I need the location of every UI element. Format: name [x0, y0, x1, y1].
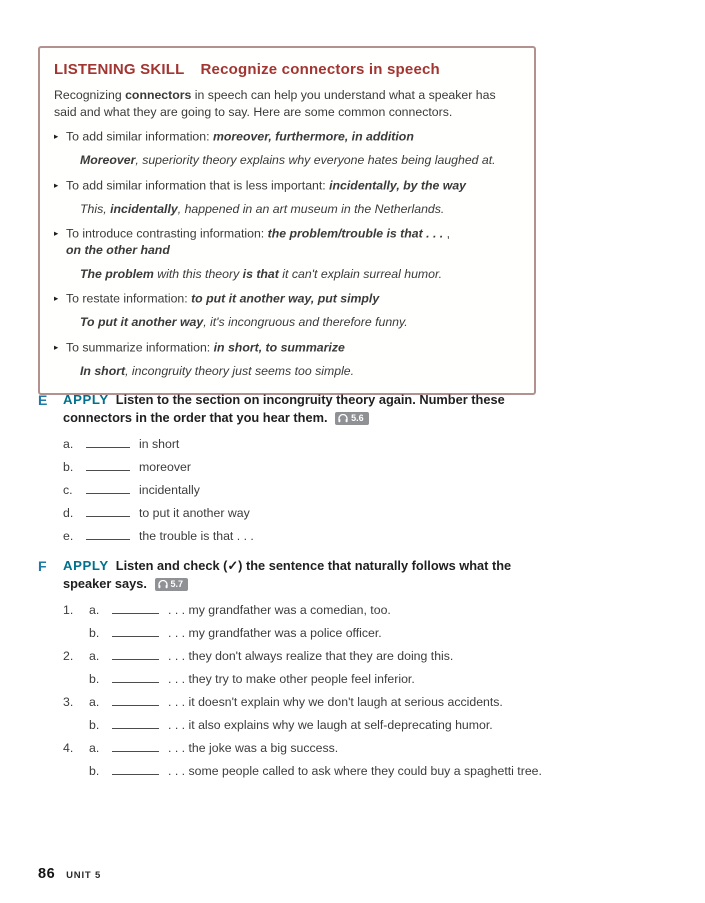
item-letter: a.	[89, 603, 100, 617]
item-number: 3.	[63, 695, 74, 709]
item-letter: d.	[63, 506, 74, 520]
example-line: Moreover, superiority theory explains why everyone hates being laughed at.	[80, 153, 496, 167]
section-instruction	[63, 391, 545, 426]
bullet-line: ▸ To add similar information that is less important: incidentally, by the way	[54, 178, 467, 192]
intro-line: Recognizing connectors in speech can help you understand what a speaker has said and what they are going to say. Here are some common connectors.	[54, 88, 496, 119]
item-letter: b.	[89, 764, 100, 778]
bullet-triangle-icon: ▸	[54, 293, 59, 303]
skill-box-heading	[54, 61, 518, 78]
item-text: . . . they try to make other people feel inferior.	[168, 672, 415, 686]
bullet-triangle-icon: ▸	[54, 179, 59, 190]
item-text: to put it another way	[139, 506, 250, 520]
item-letter: a.	[63, 437, 74, 451]
answer-item	[63, 437, 668, 451]
item-letter: a.	[89, 695, 100, 709]
item-text: . . . my grandfather was a police officer.	[168, 626, 382, 640]
item-letter: b.	[89, 626, 100, 640]
item-letter: e.	[63, 529, 74, 543]
answer-item	[63, 460, 668, 474]
section-instruction	[63, 557, 545, 592]
item-text: the trouble is that . . .	[139, 529, 254, 543]
item-letter: a.	[89, 649, 100, 663]
answer-item	[63, 626, 668, 640]
item-text: . . . some people called to ask where they could buy a spaghetti tree.	[168, 764, 542, 778]
section-e-header	[38, 391, 668, 426]
answer-item	[63, 483, 668, 497]
answer-blank	[86, 460, 130, 471]
bullet-line: ▸ To introduce contrasting information: the problem/trouble is that . . . , on the other hand	[54, 226, 451, 257]
apply-tag: APPLY	[63, 558, 109, 573]
section-e-items	[63, 437, 668, 543]
item-text: . . . it doesn't explain why we don't laugh at serious accidents.	[168, 695, 503, 709]
answer-blank	[112, 718, 159, 729]
answer-item	[63, 764, 668, 778]
skill-box-label: LISTENING SKILL	[54, 61, 185, 78]
section-f-items	[63, 603, 668, 778]
item-text: in short	[139, 437, 180, 451]
item-text: . . . my grandfather was a comedian, too.	[168, 603, 391, 617]
bullet-triangle-icon: ▸	[54, 341, 59, 352]
item-text: . . . the joke was a big success.	[168, 741, 339, 755]
example-line: In short, incongruity theory just seems too simple.	[80, 363, 355, 378]
audio-track-badge	[335, 412, 369, 425]
item-text: . . . they don't always realize that they are doing this.	[168, 649, 454, 663]
example-line: The problem with this theory is that it can't explain surreal humor.	[80, 266, 443, 281]
page-footer	[38, 866, 101, 882]
answer-blank	[86, 483, 130, 494]
section-f-header	[38, 557, 668, 592]
answer-item	[63, 649, 668, 663]
answer-item	[63, 672, 668, 686]
answer-item	[63, 741, 668, 755]
skill-lines	[54, 87, 518, 379]
item-letter: a.	[89, 741, 100, 755]
listening-skill-box	[38, 46, 536, 395]
answer-blank	[86, 529, 130, 540]
answer-blank	[86, 506, 130, 517]
bullet-line: ▸ To add similar information: moreover, furthermore, in addition	[54, 129, 414, 144]
answer-blank	[112, 649, 159, 660]
headphones-icon	[338, 414, 348, 423]
answer-blank	[112, 741, 159, 752]
bullet-line: ▸ To summarize information: in short, to summarize	[54, 340, 345, 354]
audio-track-number: 5.7	[170, 578, 184, 589]
item-number: 4.	[63, 741, 74, 755]
section-e	[38, 391, 668, 543]
answer-blank	[112, 672, 159, 683]
item-letter: b.	[89, 718, 100, 732]
audio-track-number: 5.6	[351, 412, 364, 423]
section-letter: F	[38, 557, 47, 574]
section-letter: E	[38, 391, 48, 408]
answer-item	[63, 603, 668, 617]
bullet-triangle-icon: ▸	[54, 131, 59, 141]
answer-blank	[112, 603, 159, 614]
answer-blank	[112, 626, 159, 637]
skill-box-title: Recognize connectors in speech	[200, 61, 440, 78]
bullet-triangle-icon: ▸	[54, 228, 59, 238]
answer-item	[63, 529, 668, 543]
apply-tag: APPLY	[63, 392, 109, 407]
headphones-icon	[158, 580, 168, 589]
bullet-line: ▸ To restate information: to put it another way, put simply	[54, 291, 380, 306]
item-text: moreover	[139, 460, 191, 474]
item-text: . . . it also explains why we laugh at self-deprecating humor.	[168, 718, 493, 732]
item-number: 2.	[63, 649, 74, 663]
unit-label: UNIT 5	[66, 870, 102, 881]
instruction-text: Listen to the section on incongruity theory again. Number these connectors in the order that you hear them.	[63, 392, 505, 425]
instruction-text: Listen and check (✓) the sentence that naturally follows what the speaker says.	[63, 558, 512, 591]
answer-item	[63, 695, 668, 709]
answer-item	[63, 506, 668, 520]
answer-item	[63, 718, 668, 732]
section-f	[38, 557, 668, 778]
page-number: 86	[38, 866, 56, 882]
answer-blank	[86, 437, 130, 448]
example-line: This, incidentally, happened in an art museum in the Netherlands.	[80, 201, 445, 216]
answer-blank	[112, 764, 159, 775]
item-letter: c.	[63, 483, 73, 497]
example-line: To put it another way, it's incongruous and therefore funny.	[80, 315, 408, 329]
answer-blank	[112, 695, 159, 706]
audio-track-badge	[155, 578, 189, 591]
item-letter: b.	[63, 460, 74, 474]
item-letter: b.	[89, 672, 100, 686]
item-number: 1.	[63, 603, 74, 617]
item-text: incidentally	[139, 483, 200, 497]
